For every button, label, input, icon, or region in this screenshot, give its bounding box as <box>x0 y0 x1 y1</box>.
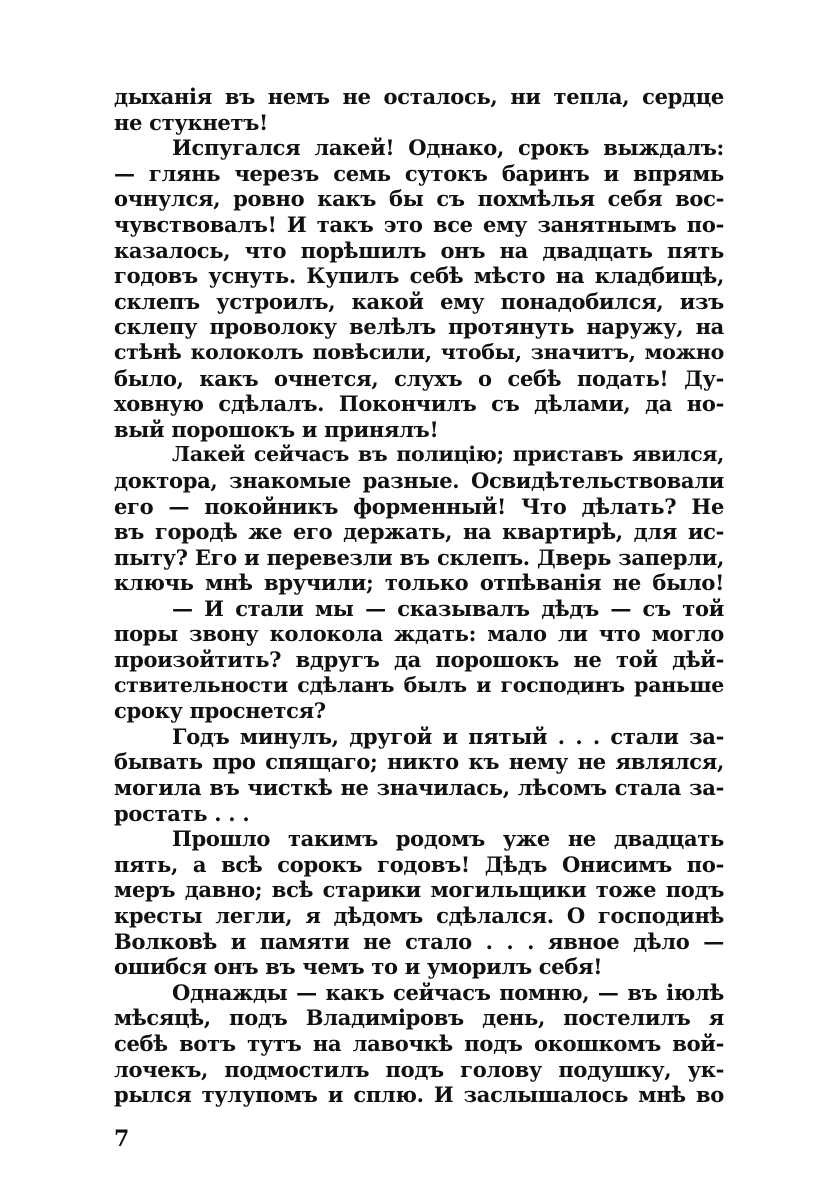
text-line: ростать . . . <box>114 800 250 826</box>
text-line: — глянь черезъ семь сутокъ баринъ и впрямь <box>114 160 724 186</box>
text-line: его — покойникъ форменный! Что дѣлать? Не <box>114 493 724 519</box>
text-line: бывать про спящаго; никто къ нему не являлся, <box>114 749 724 775</box>
text-line: рылся тулупомъ и сплю. И заслышалось мнѣ во <box>114 1082 724 1108</box>
text-line: склепъ устроилъ, какой ему понадобился, изъ <box>114 288 724 314</box>
text-line: доктора, знакомые разные. Освидѣтельствовали <box>114 467 724 493</box>
text-line: Однажды — какъ сейчасъ помню, — въ іюлѣ <box>172 979 724 1005</box>
text-line: лочекъ, подмостилъ подъ голову подушку, ук- <box>114 1056 724 1082</box>
text-line: не стукнетъ! <box>114 109 268 135</box>
text-line: меръ давно; всѣ старики могильщики тоже подъ <box>114 877 724 903</box>
text-line: произойтить? вдругъ да порошокъ не той дѣй- <box>114 647 724 673</box>
text-line: склепу проволоку велѣлъ протянуть наружу, на <box>114 314 724 340</box>
text-line: могила въ чисткѣ не значилась, лѣсомъ стала за- <box>114 775 724 801</box>
text-line: себѣ вотъ тутъ на лавочкѣ подъ окошкомъ вой- <box>114 1030 724 1056</box>
text-line: стѣнѣ колоколъ повѣсили, чтобы, значитъ, можно <box>114 339 724 364</box>
text-line: дыханія въ немъ не осталось, ни тепла, сердце <box>114 84 724 109</box>
text-line: въ городѣ же его держать, на квартирѣ, для ис- <box>114 519 724 545</box>
text-line: ключь мнѣ вручили; только отпѣванія не было! <box>114 570 724 596</box>
text-line: сроку проснется? <box>114 698 326 724</box>
text-line: ошибся онъ въ чемъ то и уморилъ себя! <box>114 954 603 980</box>
text-line: Прошло такимъ родомъ уже не двадцать <box>172 826 724 852</box>
text-line: Испугался лакей! Однако, срокъ выждалъ: <box>172 135 724 161</box>
page-number: 7 <box>114 1126 130 1152</box>
text-line: мѣсяцѣ, подъ Владиміровъ день, постелилъ я <box>114 1005 724 1031</box>
text-line: вый порошокъ и принялъ! <box>114 416 439 442</box>
text-line: пыту? Его и перевезли въ склепъ. Дверь заперли, <box>114 544 724 570</box>
text-line: было, какъ очнется, слухъ о себѣ подать! Ду- <box>114 365 724 391</box>
text-line: годовъ уснуть. Купилъ себѣ мѣсто на кладбищѣ, <box>114 263 724 289</box>
text-line: чувствовалъ! И такъ это все ему занятнымъ по- <box>114 211 724 237</box>
text-line: пять, а всѣ сорокъ годовъ! Дѣдъ Онисимъ по- <box>114 851 724 877</box>
body-text <box>114 84 724 1108</box>
text-line: очнулся, ровно какъ бы съ похмѣлья себя вос- <box>114 186 724 212</box>
text-line: казалось, что порѣшилъ онъ на двадцать пять <box>114 237 724 263</box>
text-line: — И стали мы — сказывалъ дѣдъ — съ той <box>172 595 724 621</box>
text-line: Лакей сейчасъ въ полицію; приставъ явился, <box>172 442 724 467</box>
text-line: Волковѣ и памяти не стало . . . явное дѣло — <box>114 928 724 954</box>
text-line: ховную сдѣлалъ. Покончилъ съ дѣлами, да но- <box>114 391 724 417</box>
text-line: поры звону колокола ждать: мало ли что могло <box>114 621 724 647</box>
text-line: кресты легли, я дѣдомъ сдѣлался. О господинѣ <box>114 903 724 928</box>
text-line: ствительности сдѣланъ былъ и господинъ раньше <box>114 672 724 697</box>
text-line: Годъ минулъ, другой и пятый . . . стали за- <box>172 723 724 749</box>
